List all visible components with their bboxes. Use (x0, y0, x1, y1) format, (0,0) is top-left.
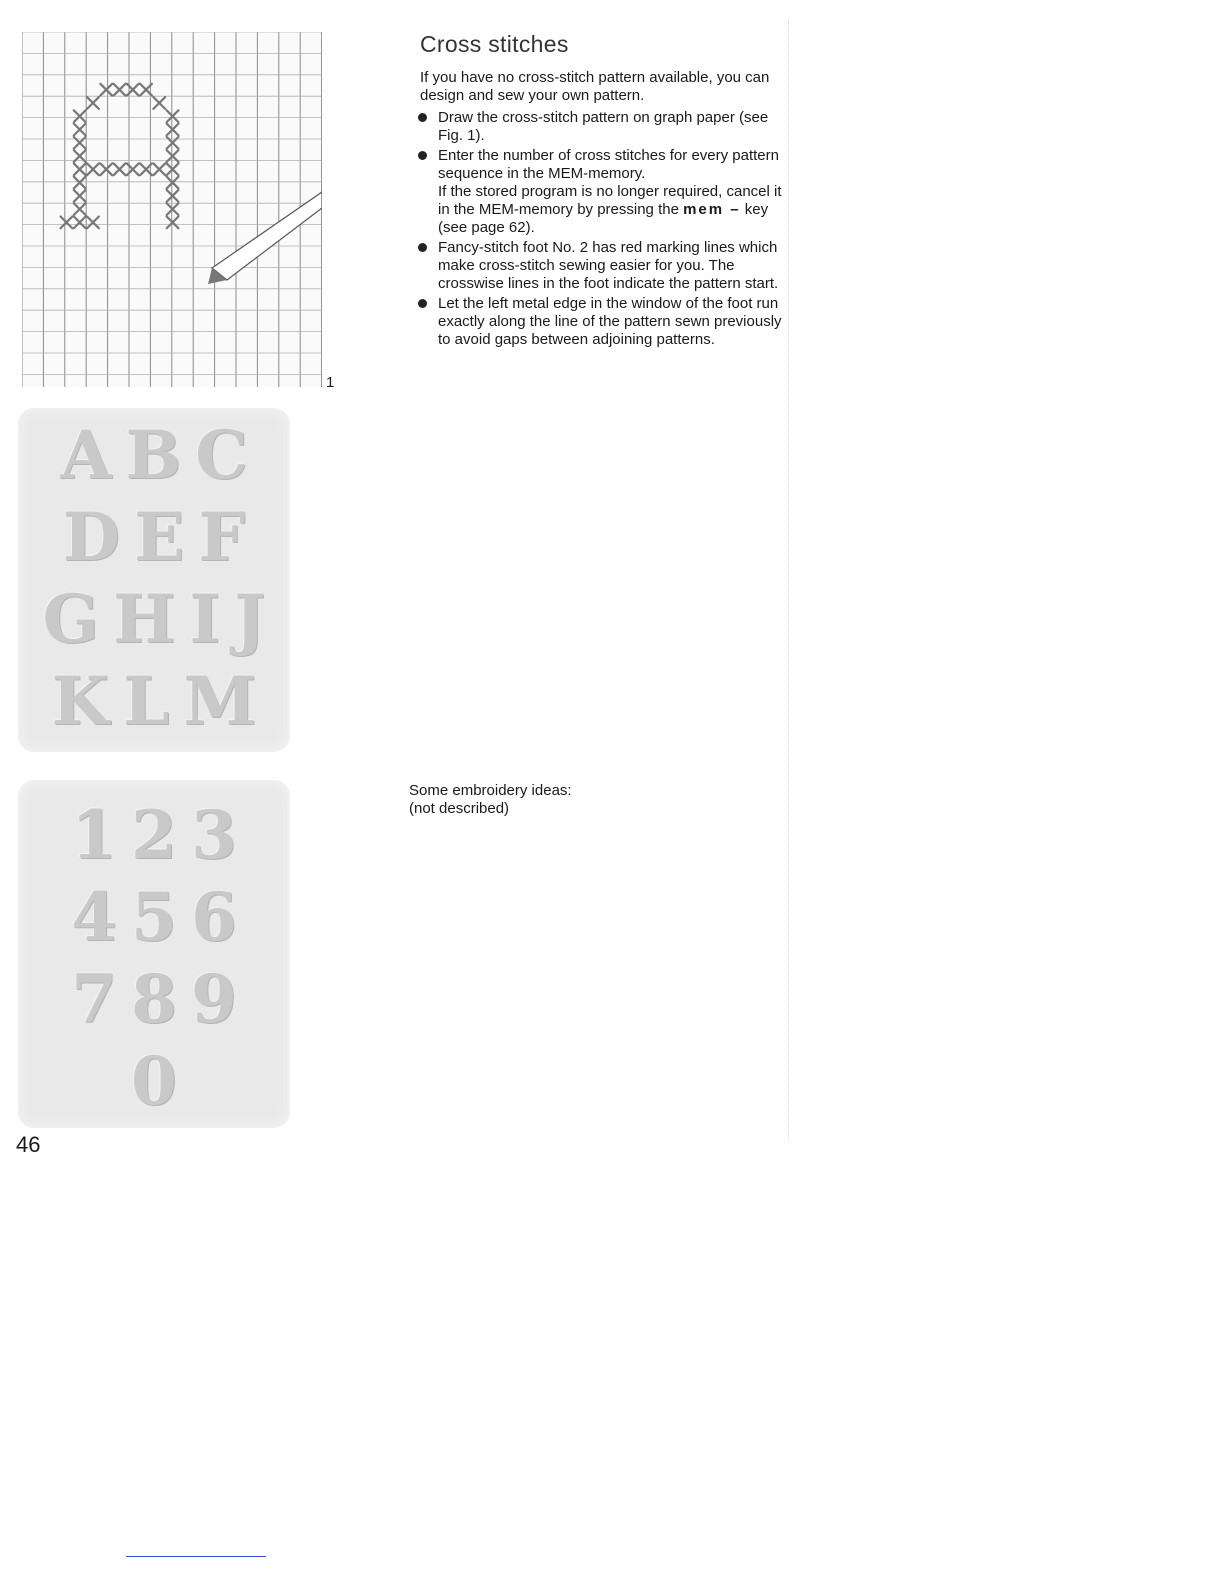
embroidery-ideas-caption: Some embroidery ideas: (not described) (409, 782, 572, 817)
figure-number: 1 (326, 374, 335, 391)
mem-key-label: mem – (683, 201, 741, 218)
footer-rule (126, 1556, 266, 1557)
bullet-icon (418, 151, 427, 160)
step-enter: Enter the number of cross stitches for every pattern sequence in the MEM-memory. If the stored program is no longer required, cancel it in the MEM-memory by pressing the mem – key (see page 62). (416, 147, 794, 237)
number-row: 7 8 9 (71, 960, 237, 1038)
step-cancel: If the stored program is no longer required, cancel it in the MEM-memory by pressing the (438, 183, 782, 218)
graph-paper-grid (22, 32, 322, 387)
step-edge: Let the left metal edge in the window of the foot run exactly along the line of the pattern sewn previously to avoid gaps between adjoining patterns. (416, 295, 794, 349)
bullet-icon (418, 299, 427, 308)
bullet-icon (418, 243, 427, 252)
number-row: 1 2 3 (71, 796, 237, 874)
number-row: 4 5 6 (71, 878, 237, 956)
letter-row: D E F (62, 498, 246, 576)
step-foot: Fancy-stitch foot No. 2 has red marking lines which make cross-stitch sewing easier for you. The crosswise lines in the foot indicate the pattern start. (416, 239, 794, 293)
alphabet-sample-panel (18, 408, 290, 752)
intro-paragraph: If you have no cross-stitch pattern available, you can design and sew your own pattern. (420, 69, 770, 104)
instruction-list (416, 109, 794, 351)
letter-row: A B C (60, 416, 248, 494)
bullet-icon (418, 113, 427, 122)
page-number: 46 (16, 1132, 41, 1157)
letter-row: K L M (51, 662, 257, 740)
step-draw: Draw the cross-stitch pattern on graph paper (see Fig. 1). (416, 109, 794, 145)
numerals-sample-panel (18, 780, 290, 1128)
number-row: 0 (131, 1042, 177, 1120)
page-title: Cross stitches (420, 31, 569, 57)
letter-row: G H I J (42, 580, 266, 658)
graph-paper-figure (22, 32, 322, 387)
